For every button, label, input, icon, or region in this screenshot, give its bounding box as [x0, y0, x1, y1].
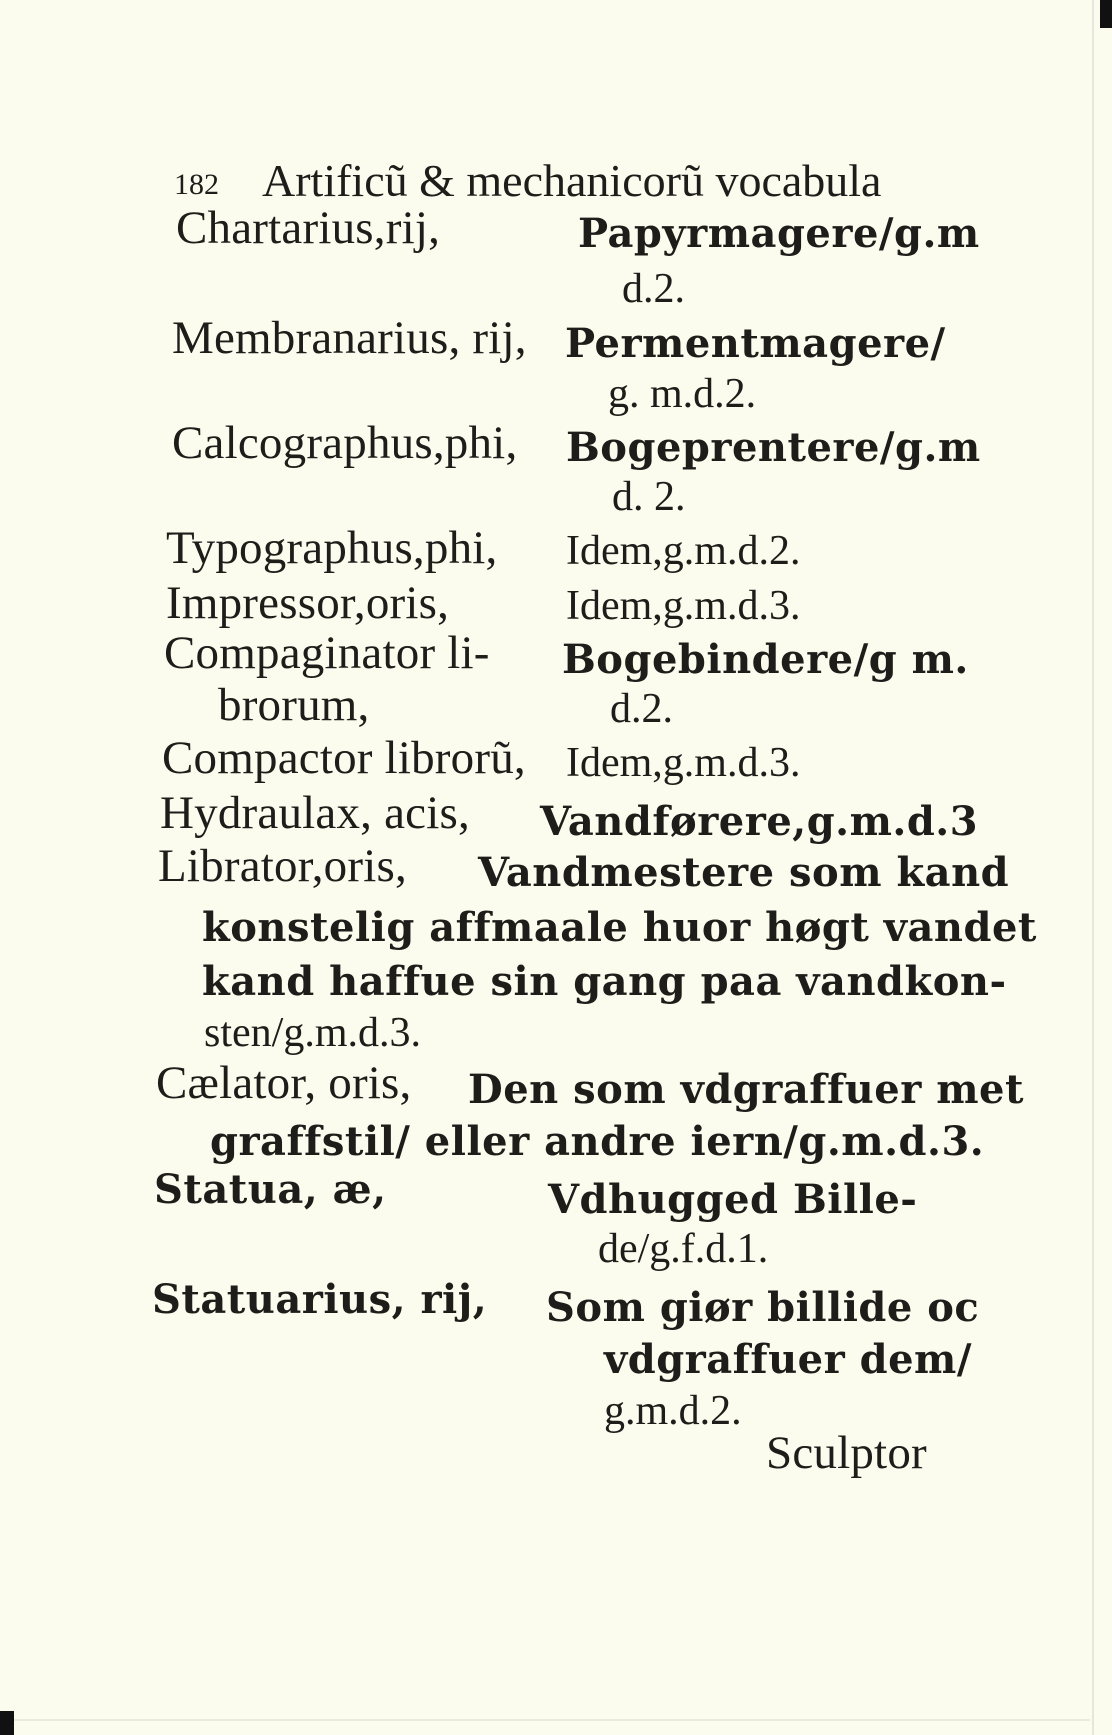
running-title: Artificũ & mechanicorũ vocabula: [262, 155, 882, 206]
danish-gloss: kand haffue sin gang paa vandkon-: [202, 958, 1007, 1005]
danish-gloss: sten/g.m.d.3.: [204, 1010, 421, 1056]
danish-gloss: Vandførere,g.m.d.3: [540, 798, 979, 845]
danish-gloss: Idem,g.m.d.2.: [566, 528, 801, 574]
latin-term: Librator,oris,: [158, 840, 407, 892]
danish-gloss: Papyrmagere/g.m: [578, 210, 980, 257]
danish-gloss: Vandmestere som kand: [478, 849, 1010, 896]
danish-gloss: Bogebindere/g m.: [562, 636, 969, 683]
latin-term: Compactor librorũ,: [162, 732, 526, 784]
scan-corner-mark: [1100, 0, 1112, 28]
latin-term: Impressor,oris,: [166, 577, 450, 629]
latin-term: Statuarius, rij,: [152, 1276, 488, 1323]
danish-gloss: konstelig affmaale huor høgt vandet: [202, 904, 1037, 951]
page-number: 182: [174, 168, 219, 201]
danish-gloss: g.m.d.2.: [604, 1388, 742, 1434]
danish-gloss: g. m.d.2.: [608, 371, 757, 417]
catchword: Sculptor: [766, 1427, 927, 1479]
danish-gloss: graffstil/ eller andre iern/g.m.d.3.: [210, 1118, 985, 1165]
latin-term-continuation: brorum,: [218, 679, 370, 731]
danish-gloss: Idem,g.m.d.3.: [566, 740, 801, 786]
latin-term: Cælator, oris,: [156, 1057, 412, 1109]
danish-gloss: de/g.f.d.1.: [598, 1226, 769, 1272]
page-edge-bottom: [0, 1719, 1090, 1721]
danish-gloss: d. 2.: [612, 474, 686, 520]
latin-term: Statua, æ,: [154, 1166, 387, 1213]
scan-corner-mark: [0, 1711, 14, 1735]
latin-term: Compaginator li-: [164, 627, 490, 679]
danish-gloss: Vdhugged Bille-: [548, 1176, 918, 1223]
danish-gloss: vdgraffuer dem/: [604, 1336, 972, 1383]
danish-gloss: Som giør billide oc: [546, 1284, 980, 1331]
latin-term: Hydraulax, acis,: [160, 787, 470, 839]
danish-gloss: d.2.: [610, 686, 673, 732]
danish-gloss: Permentmagere/: [565, 320, 946, 367]
latin-term: Calcographus,phi,: [172, 417, 518, 469]
danish-gloss: Den som vdgraffuer met: [468, 1066, 1024, 1113]
danish-gloss: Bogeprentere/g.m: [566, 424, 981, 471]
danish-gloss: d.2.: [622, 266, 685, 312]
page-edge-right: [1092, 0, 1094, 1735]
danish-gloss: Idem,g.m.d.3.: [566, 583, 801, 629]
latin-term: Typographus,phi,: [166, 522, 498, 574]
latin-term: Membranarius, rij,: [172, 312, 527, 364]
latin-term: Chartarius,rij,: [176, 202, 441, 254]
